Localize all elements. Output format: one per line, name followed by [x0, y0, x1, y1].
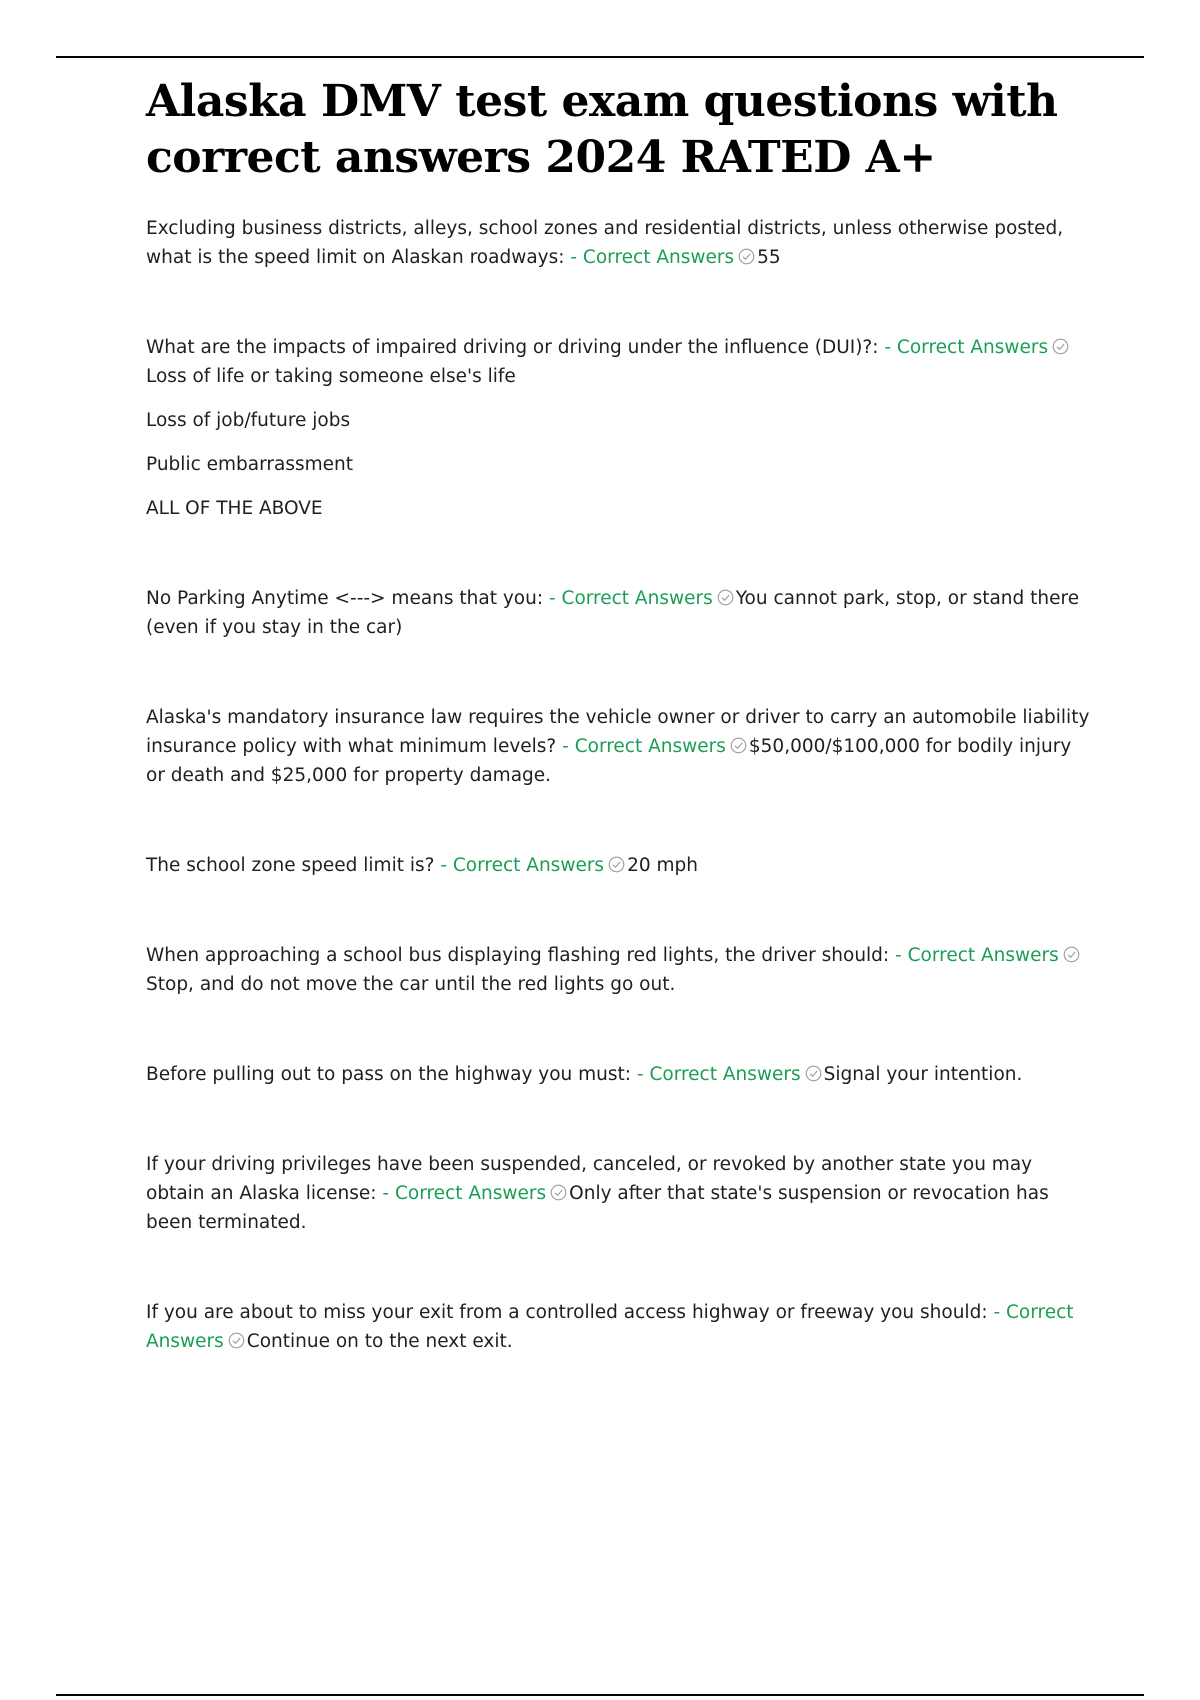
question-text: When approaching a school bus displaying flashing red lights, the driver should:	[146, 945, 890, 966]
qa-item	[146, 214, 1096, 272]
qa-item	[146, 333, 1096, 523]
bottom-rule	[56, 1694, 1144, 1696]
qa-item	[146, 1150, 1096, 1237]
correct-answers-label: - Correct Answers	[889, 945, 1059, 966]
correct-answers-label: - Correct Answers	[564, 247, 735, 268]
answer-option-text: Loss of job/future jobs	[146, 410, 351, 431]
answer-text: Only after that state's suspension or revocation has been terminated.	[146, 1183, 1049, 1233]
check-circle-icon	[805, 1065, 822, 1082]
answer-text: 55	[757, 247, 781, 268]
qa-item	[146, 584, 1096, 642]
correct-answers-label: - Correct Answers	[543, 588, 713, 609]
question-text: No Parking Anytime <---> means that you:	[146, 588, 544, 609]
qa-paragraph	[146, 703, 1096, 790]
document-content	[146, 74, 1096, 1417]
question-text: Excluding business districts, alleys, school zones and residential districts, unless otherwise posted, what is the speed limit on Alaskan roadways:	[146, 218, 1064, 268]
question-text: The school zone speed limit is?	[146, 855, 435, 876]
check-circle-icon	[717, 589, 734, 606]
answer-text: 20 mph	[627, 855, 698, 876]
check-circle-icon	[1063, 946, 1080, 963]
answer-text: Signal your intention.	[823, 1064, 1023, 1085]
check-circle-icon	[738, 248, 755, 265]
check-circle-icon	[1052, 338, 1069, 355]
qa-paragraph	[146, 1298, 1096, 1356]
answer-text: $50,000/$100,000 for bodily injury or death and $25,000 for property damage.	[146, 736, 1072, 786]
qa-item	[146, 941, 1096, 999]
qa-item	[146, 1060, 1096, 1089]
question-text: If you are about to miss your exit from a controlled access highway or freeway you should:	[146, 1302, 988, 1323]
correct-answers-label: - Correct Answers	[376, 1183, 547, 1204]
correct-answers-label: - Correct Answers	[146, 1302, 1074, 1352]
answer-text: Continue on to the next exit.	[246, 1331, 513, 1352]
correct-answers-label: - Correct Answers	[434, 855, 605, 876]
top-rule	[56, 56, 1144, 58]
document-title: Alaska DMV test exam questions with correct answers 2024 RATED A+	[146, 76, 1058, 183]
answer-text: Stop, and do not move the car until the red lights go out.	[146, 974, 676, 995]
qa-list	[146, 214, 1096, 1356]
check-circle-icon	[550, 1184, 567, 1201]
correct-answers-label: - Correct Answers	[878, 337, 1049, 358]
qa-paragraph	[146, 941, 1096, 999]
correct-answers-label: - Correct Answers	[556, 736, 726, 757]
answer-text: Loss of life or taking someone else's life	[146, 366, 516, 387]
answer-text: You cannot park, stop, or stand there (even if you stay in the car)	[146, 588, 1080, 638]
qa-item	[146, 851, 1096, 880]
check-circle-icon	[730, 737, 747, 754]
qa-item	[146, 703, 1096, 790]
correct-answers-label: - Correct Answers	[631, 1064, 801, 1085]
qa-paragraph	[146, 851, 1096, 880]
check-circle-icon	[228, 1332, 245, 1349]
qa-paragraph	[146, 1150, 1096, 1237]
question-text: Alaska's mandatory insurance law requires the vehicle owner or driver to carry an automobile liability insurance policy with what minimum levels?	[146, 707, 1090, 757]
qa-paragraph	[146, 214, 1096, 272]
question-text: If your driving privileges have been suspended, canceled, or revoked by another state you may obtain an Alaska license:	[146, 1154, 1033, 1204]
qa-paragraph	[146, 333, 1096, 391]
answer-option-text: ALL OF THE ABOVE	[146, 498, 323, 519]
question-text: Before pulling out to pass on the highway you must:	[146, 1064, 632, 1085]
qa-paragraph	[146, 584, 1096, 642]
check-circle-icon	[608, 856, 625, 873]
answer-option-text: Public embarrassment	[146, 454, 353, 475]
question-text: What are the impacts of impaired driving or driving under the influence (DUI)?:	[146, 337, 879, 358]
qa-item	[146, 1298, 1096, 1356]
qa-paragraph	[146, 1060, 1096, 1089]
